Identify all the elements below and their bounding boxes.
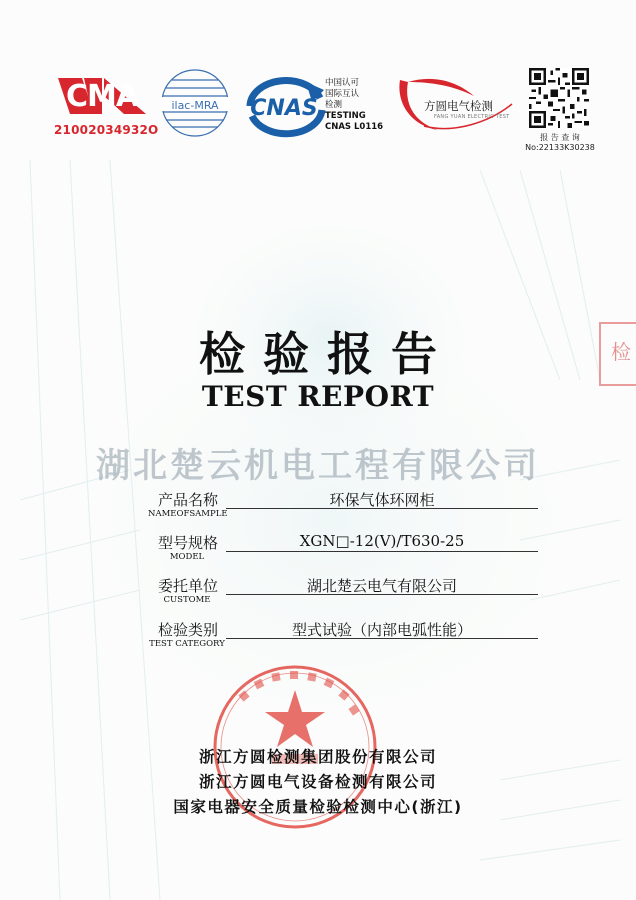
- field-value: XGN□-12(V)/T630-25: [299, 532, 465, 550]
- field-sublabel: NAMEOFSAMPLE: [148, 509, 228, 519]
- report-title-en: TEST REPORT: [201, 380, 435, 413]
- issuer-line: 国家电器安全质量检验检测中心(浙江): [173, 798, 463, 816]
- field-model: [148, 532, 538, 572]
- field-sublabel: TEST CATEGORY: [149, 639, 225, 649]
- cnas-line: TESTING: [325, 111, 366, 121]
- fangyuan-subtitle: FANG YUAN ELECTRIC TEST: [434, 114, 510, 120]
- field-test-category: [148, 619, 538, 659]
- cma-mark-icon: [54, 70, 150, 122]
- cnas-logo: [240, 76, 330, 138]
- field-sample-name: [148, 489, 538, 529]
- ilac-globe-icon: [158, 66, 232, 140]
- field-label: 型号规格: [158, 534, 219, 552]
- field-value: 型式试验（内部电弧性能）: [291, 621, 472, 639]
- svg-text:ilac-MRA: ilac-MRA: [171, 99, 219, 112]
- svg-text:CMA: CMA: [65, 79, 139, 114]
- cma-certificate-number: 21002034932O: [54, 123, 159, 137]
- qr-caption-label: 报 告 查 询: [540, 133, 580, 142]
- field-customer: [148, 575, 538, 615]
- field-value: 环保气体环网柜: [329, 491, 435, 509]
- report-query-qr-code[interactable]: [529, 68, 589, 128]
- field-sublabel: CUSTOME: [163, 595, 211, 605]
- field-label: 委托单位: [158, 577, 219, 595]
- cnas-line: 中国认可: [325, 78, 360, 88]
- cnas-line: CNAS L0116: [325, 122, 384, 132]
- ilac-mra-logo: [158, 66, 232, 140]
- qr-report-number: No:22133K30238: [525, 143, 595, 152]
- fangyuan-name: 方圆电气检测: [424, 99, 493, 113]
- field-sublabel: MODEL: [169, 552, 205, 562]
- issuer-line: 浙江方圆电气设备检测有限公司: [198, 773, 437, 791]
- report-title-cn: 检验报告: [199, 327, 455, 381]
- field-underline: [226, 638, 538, 639]
- fangyuan-logo: [394, 74, 520, 138]
- cma-logo: [54, 70, 159, 142]
- field-underline: [226, 594, 538, 595]
- field-value: 湖北楚云电气有限公司: [306, 577, 457, 595]
- issuer-line: 浙江方圆检测集团股份有限公司: [198, 748, 437, 766]
- cnas-accreditation-text: [325, 78, 405, 133]
- qr-caption: [524, 133, 596, 153]
- edge-stamp-fragment: 检: [599, 322, 636, 386]
- cnas-line: 检测: [325, 100, 343, 110]
- field-label: 产品名称: [158, 491, 219, 509]
- cnas-mark-icon: [240, 76, 330, 138]
- field-label: 检验类别: [158, 621, 219, 639]
- svg-text:CNAS: CNAS: [250, 96, 318, 121]
- field-underline: [226, 508, 538, 509]
- cnas-line: 国际互认: [325, 89, 360, 99]
- company-watermark: 湖北楚云机电工程有限公司: [96, 446, 540, 486]
- field-underline: [226, 551, 538, 552]
